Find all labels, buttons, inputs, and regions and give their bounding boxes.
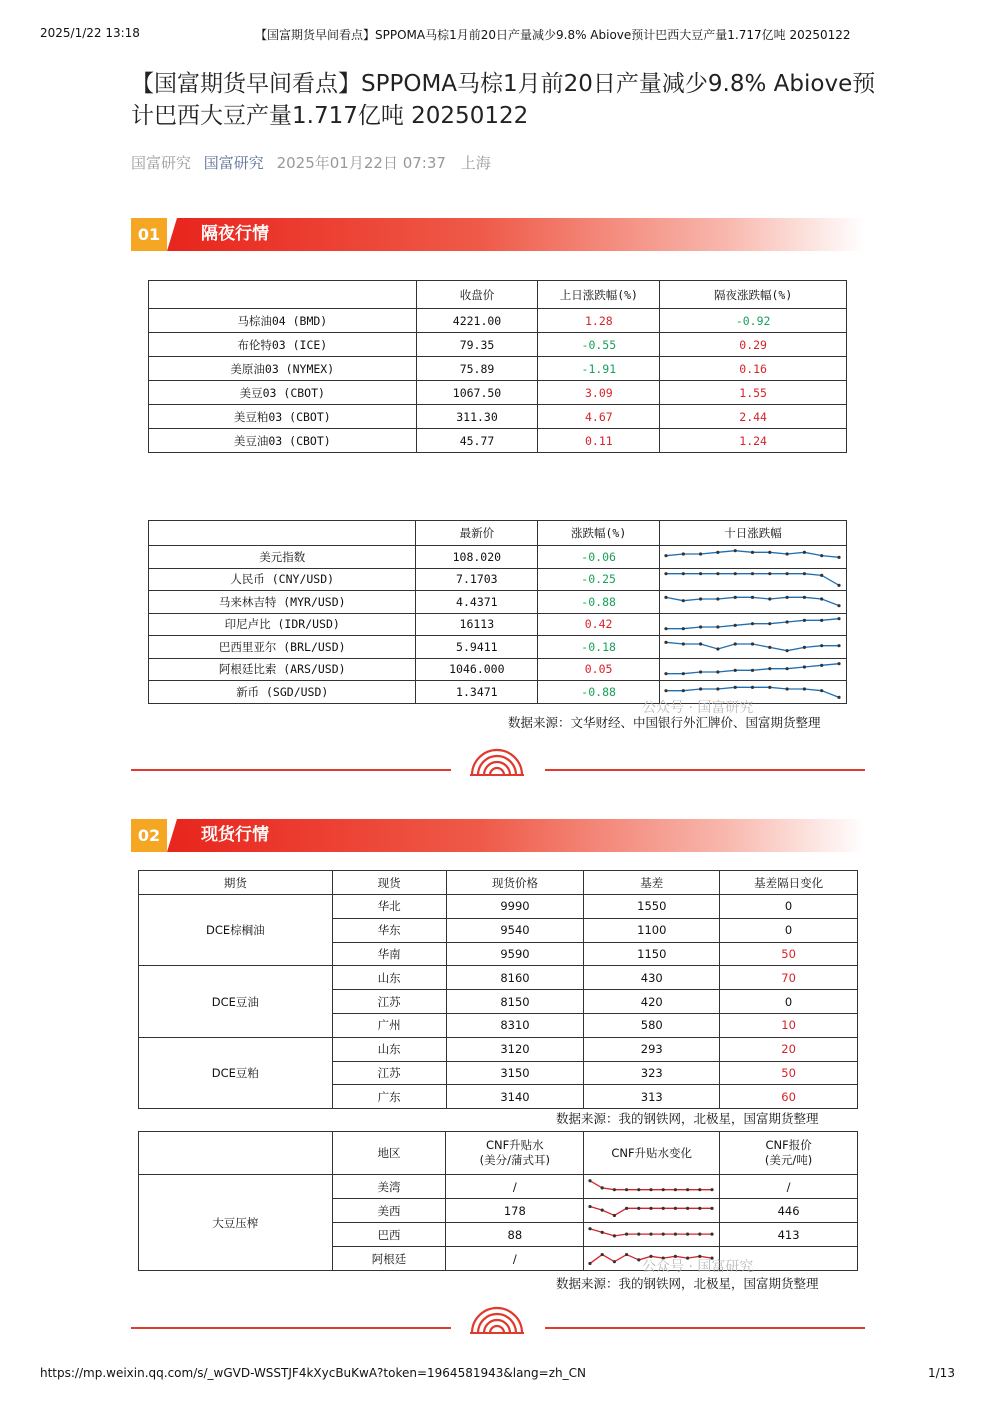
currency-name: 人民币 (CNY/USD) (149, 568, 416, 591)
cnf-change-sparkline (584, 1200, 718, 1222)
divider-left (131, 1327, 451, 1329)
latest-price: 5.9411 (416, 636, 538, 659)
trend-point (662, 1232, 665, 1235)
trend-point (716, 648, 719, 651)
sparkline-cell (659, 591, 846, 614)
change-pct: 0.05 (538, 658, 660, 681)
trend-point (613, 1213, 616, 1216)
futures-name: DCE豆油 (139, 966, 333, 1037)
trend-point (716, 572, 719, 575)
table-row (139, 1037, 858, 1061)
close-price: 4221.00 (416, 309, 538, 333)
trend-point (637, 1206, 640, 1209)
trend-point (699, 572, 702, 575)
futures-name: DCE棕榈油 (139, 895, 333, 966)
latest-price: 108.020 (416, 546, 538, 569)
trend-point (751, 572, 754, 575)
instrument-name: 美豆油03 (CBOT) (149, 429, 417, 453)
currency-name: 印尼卢比 (IDR/USD) (149, 613, 416, 636)
trend-point (803, 551, 806, 554)
table-row (149, 613, 847, 636)
sparkline-cell (659, 613, 846, 636)
sparkline-cell (584, 1175, 720, 1199)
spot-region: 华东 (332, 918, 446, 942)
col-header: 上日涨跌幅(%) (538, 281, 660, 309)
trend-point (768, 686, 771, 689)
instrument-name: 美豆粕03 (CBOT) (149, 405, 417, 429)
trend-point (601, 1230, 604, 1233)
spot-source: 数据来源：我的钢铁网，北极星，国富期货整理 (556, 1111, 819, 1126)
close-price: 75.89 (416, 357, 538, 381)
basis-change: 20 (720, 1037, 858, 1061)
instrument-name: 布伦特03 (ICE) (149, 333, 417, 357)
trend-point (613, 1234, 616, 1237)
trend-point (785, 688, 788, 691)
basis: 1150 (584, 942, 720, 966)
divider-left (131, 769, 451, 771)
close-price: 1067.50 (416, 381, 538, 405)
trend-point (837, 617, 840, 620)
ten-day-sparkline (660, 659, 845, 680)
watermark: 公众号 · 国富研究 (642, 700, 754, 716)
trend-point (820, 598, 823, 601)
trend-point (699, 553, 702, 556)
spot-region: 华南 (332, 942, 446, 966)
trend-point (716, 670, 719, 673)
spot-price: 8160 (446, 966, 584, 990)
trend-point (768, 646, 771, 649)
trend-point (589, 1227, 592, 1230)
cnf-table (138, 1131, 858, 1271)
trend-point (664, 627, 667, 630)
basis-change: 50 (720, 942, 858, 966)
cnf-change-sparkline (584, 1176, 718, 1198)
night-change: -0.92 (660, 309, 847, 333)
sparkline-cell (659, 658, 846, 681)
trend-point (589, 1179, 592, 1182)
basis-change: 60 (720, 1085, 858, 1109)
latest-price: 1046.000 (416, 658, 538, 681)
sparkline-cell (659, 546, 846, 569)
trend-point (751, 668, 754, 671)
basis-change: 0 (720, 990, 858, 1014)
change-pct: -0.06 (538, 546, 660, 569)
trend-point (785, 553, 788, 556)
table-row (149, 381, 847, 405)
trend-point (664, 596, 667, 599)
currency-name: 马来林吉特 (MYR/USD) (149, 591, 416, 614)
currency-name: 阿根廷比索 (ARS/USD) (149, 658, 416, 681)
publish-date: 2025年01月22日 07:37 (276, 154, 446, 172)
cnf-region: 巴西 (332, 1223, 446, 1247)
currency-name: 新币 (SGD/USD) (149, 681, 416, 704)
trend-point (751, 686, 754, 689)
trend-point (768, 667, 771, 670)
change-pct: 0.42 (538, 613, 660, 636)
article-meta (131, 152, 491, 173)
trend-line (666, 663, 839, 673)
trend-point (751, 551, 754, 554)
spot-price: 9540 (446, 918, 584, 942)
trend-line (666, 573, 839, 585)
sparkline-cell (659, 568, 846, 591)
prev-change: 3.09 (538, 381, 660, 405)
trend-point (664, 641, 667, 644)
col-header: 隔夜涨跌幅(%) (660, 281, 847, 309)
trend-point (664, 689, 667, 692)
sparkline-cell (659, 636, 846, 659)
spot-price: 8150 (446, 990, 584, 1014)
trend-point (613, 1188, 616, 1191)
cnf-premium: / (446, 1247, 584, 1271)
table-row (149, 333, 847, 357)
trend-point (664, 572, 667, 575)
trend-point (785, 649, 788, 652)
cnf-region: 美湾 (332, 1175, 446, 1199)
col-header (149, 521, 416, 546)
trend-point (650, 1232, 653, 1235)
trend-point (637, 1258, 640, 1261)
trend-point (625, 1188, 628, 1191)
table-row (149, 309, 847, 333)
crush-group: 大豆压榨 (139, 1175, 333, 1271)
trend-point (716, 598, 719, 601)
trend-point (682, 672, 685, 675)
change-pct: -0.18 (538, 636, 660, 659)
trend-point (803, 596, 806, 599)
trend-point (674, 1232, 677, 1235)
trend-point (682, 553, 685, 556)
trend-point (820, 663, 823, 666)
section-band (167, 218, 865, 251)
trend-point (682, 599, 685, 602)
seal-logo-icon (470, 1306, 524, 1334)
print-page-number: 1/13 (928, 1366, 955, 1380)
trend-point (650, 1206, 653, 1209)
trend-point (698, 1188, 701, 1191)
col-header: 收盘价 (416, 281, 538, 309)
night-change: 2.44 (660, 405, 847, 429)
spot-price: 3120 (446, 1037, 584, 1061)
trend-point (698, 1206, 701, 1209)
basis: 430 (584, 966, 720, 990)
spot-region: 山东 (332, 966, 446, 990)
night-change: 1.24 (660, 429, 847, 453)
basis: 293 (584, 1037, 720, 1061)
account-link[interactable]: 国富研究 (203, 154, 264, 172)
trend-point (711, 1232, 714, 1235)
spot-region: 广东 (332, 1085, 446, 1109)
section-number: 02 (131, 819, 167, 852)
cnf-premium: 88 (446, 1223, 584, 1247)
ten-day-sparkline (660, 591, 845, 612)
trend-point (699, 598, 702, 601)
trend-point (734, 643, 737, 646)
prev-change: 1.28 (538, 309, 660, 333)
close-price: 79.35 (416, 333, 538, 357)
col-header: 现货 (332, 871, 446, 895)
prev-change: -0.55 (538, 333, 660, 357)
sparkline-cell (584, 1223, 720, 1247)
trend-point (803, 688, 806, 691)
trend-point (734, 623, 737, 626)
instrument-name: 美原油03 (NYMEX) (149, 357, 417, 381)
trend-point (734, 686, 737, 689)
section-label: 现货行情 (201, 825, 269, 845)
cnf-quote: 413 (720, 1223, 858, 1247)
basis-change: 70 (720, 966, 858, 990)
trend-point (734, 572, 737, 575)
trend-point (803, 646, 806, 649)
basis: 580 (584, 1013, 720, 1037)
prev-change: -1.91 (538, 357, 660, 381)
col-header: 十日涨跌幅 (659, 521, 846, 546)
spot-price: 3140 (446, 1085, 584, 1109)
trend-point (820, 644, 823, 647)
trend-point (803, 618, 806, 621)
trend-point (674, 1188, 677, 1191)
cnf-quote: / (720, 1175, 858, 1199)
table-row (149, 429, 847, 453)
trend-point (711, 1188, 714, 1191)
night-change: 0.29 (660, 333, 847, 357)
section-label: 隔夜行情 (201, 224, 269, 244)
trend-point (768, 622, 771, 625)
section-band (167, 819, 865, 852)
trend-point (785, 572, 788, 575)
table-row (149, 546, 847, 569)
trend-point (664, 554, 667, 557)
col-header (149, 281, 417, 309)
trend-point (820, 573, 823, 576)
cnf-premium: / (446, 1175, 584, 1199)
trend-point (699, 625, 702, 628)
trend-point (837, 604, 840, 607)
trend-point (837, 662, 840, 665)
prev-change: 0.11 (538, 429, 660, 453)
trend-point (589, 1261, 592, 1264)
currency-name: 巴西里亚尔 (BRL/USD) (149, 636, 416, 659)
trend-point (716, 551, 719, 554)
col-header: CNF升贴水 (美分/蒲式耳) (446, 1132, 584, 1175)
trend-point (625, 1232, 628, 1235)
trend-point (716, 688, 719, 691)
spot-price: 3150 (446, 1061, 584, 1085)
ten-day-sparkline (660, 636, 845, 657)
cnf-region: 阿根廷 (332, 1247, 446, 1271)
trend-point (601, 1252, 604, 1255)
col-header: 期货 (139, 871, 333, 895)
spot-price: 8310 (446, 1013, 584, 1037)
overnight-table (148, 280, 847, 453)
change-pct: -0.88 (538, 591, 660, 614)
trend-point (734, 596, 737, 599)
trend-point (625, 1252, 628, 1255)
trend-point (699, 670, 702, 673)
watermark: 公众号 · 国富研究 (642, 1259, 754, 1275)
table-row (149, 405, 847, 429)
cnf-source: 数据来源：我的钢铁网，北极星，国富期货整理 (556, 1276, 819, 1291)
section-number: 01 (131, 218, 167, 251)
spot-region: 广州 (332, 1013, 446, 1037)
trend-point (637, 1232, 640, 1235)
trend-point (674, 1206, 677, 1209)
trend-point (820, 618, 823, 621)
col-header: 最新价 (416, 521, 538, 546)
trend-point (698, 1232, 701, 1235)
change-pct: -0.25 (538, 568, 660, 591)
close-price: 311.30 (416, 405, 538, 429)
trend-point (637, 1188, 640, 1191)
divider-right (545, 1327, 865, 1329)
night-change: 1.55 (660, 381, 847, 405)
cnf-premium: 178 (446, 1199, 584, 1223)
table-row (149, 357, 847, 381)
trend-point (662, 1188, 665, 1191)
table-row (149, 658, 847, 681)
trend-point (751, 596, 754, 599)
trend-point (785, 620, 788, 623)
trend-point (837, 583, 840, 586)
trend-point (768, 572, 771, 575)
trend-point (664, 672, 667, 675)
ten-day-sparkline (660, 569, 845, 590)
table-row (139, 895, 858, 919)
trend-point (662, 1206, 665, 1209)
article-title: 【国富期货早间看点】SPPOMA马棕1月前20日产量减少9.8% Abiove预计巴西大豆产量1.717亿吨 20250122 (131, 71, 876, 129)
trend-point (820, 554, 823, 557)
spot-table (138, 870, 858, 1109)
trend-point (625, 1206, 628, 1209)
trend-point (751, 643, 754, 646)
col-header: 涨跌幅(%) (538, 521, 660, 546)
latest-price: 7.1703 (416, 568, 538, 591)
basis-change: 50 (720, 1061, 858, 1085)
basis: 1550 (584, 895, 720, 919)
trend-point (768, 551, 771, 554)
basis: 420 (584, 990, 720, 1014)
section-header-overnight (131, 218, 865, 251)
latest-price: 1.3471 (416, 681, 538, 704)
table-row (139, 966, 858, 990)
divider-right (545, 769, 865, 771)
col-header: CNF报价 (美元/吨) (720, 1132, 858, 1175)
prev-change: 4.67 (538, 405, 660, 429)
article-author: 国富研究 (131, 154, 192, 172)
trend-point (699, 688, 702, 691)
trend-point (820, 689, 823, 692)
col-header: 现货价格 (446, 871, 584, 895)
close-price: 45.77 (416, 429, 538, 453)
trend-point (686, 1206, 689, 1209)
trend-point (785, 596, 788, 599)
spot-region: 江苏 (332, 990, 446, 1014)
trend-point (699, 643, 702, 646)
sparkline-cell (584, 1199, 720, 1223)
publish-location: 上海 (460, 154, 491, 172)
trend-point (650, 1188, 653, 1191)
trend-point (686, 1232, 689, 1235)
col-header: 地区 (332, 1132, 446, 1175)
spot-region: 江苏 (332, 1061, 446, 1085)
trend-point (768, 598, 771, 601)
trend-point (613, 1260, 616, 1263)
spot-price: 9990 (446, 895, 584, 919)
latest-price: 16113 (416, 613, 538, 636)
trend-point (601, 1208, 604, 1211)
change-pct: -0.88 (538, 681, 660, 704)
trend-point (837, 696, 840, 699)
trend-point (751, 622, 754, 625)
trend-point (716, 625, 719, 628)
trend-point (803, 665, 806, 668)
cnf-change-sparkline (584, 1224, 718, 1246)
trend-point (711, 1206, 714, 1209)
fx-table (148, 520, 847, 704)
basis: 1100 (584, 918, 720, 942)
trend-point (682, 689, 685, 692)
trend-point (785, 667, 788, 670)
spot-region: 华北 (332, 895, 446, 919)
print-url[interactable]: https://mp.weixin.qq.com/s/_wGVD-WSSTJF4kXycBuKwA?token=1964581943&lang=zh_CN (40, 1366, 586, 1380)
table-row (149, 568, 847, 591)
trend-point (686, 1188, 689, 1191)
trend-point (682, 643, 685, 646)
basis: 323 (584, 1061, 720, 1085)
trend-point (734, 668, 737, 671)
table-row (149, 636, 847, 659)
currency-name: 美元指数 (149, 546, 416, 569)
col-header: 基差 (584, 871, 720, 895)
trend-point (734, 549, 737, 552)
seal-logo-icon (470, 748, 524, 776)
cnf-quote: 446 (720, 1199, 858, 1223)
print-tab-title: 【国富期货早间看点】SPPOMA马棕1月前20日产量减少9.8% Abiove预计巴西大豆产量1.717亿吨 20250122 (255, 28, 851, 42)
cnf-region: 美西 (332, 1199, 446, 1223)
instrument-name: 美豆03 (CBOT) (149, 381, 417, 405)
basis-change: 0 (720, 918, 858, 942)
futures-name: DCE豆粕 (139, 1037, 333, 1108)
trend-point (837, 556, 840, 559)
col-header: CNF升贴水变化 (584, 1132, 720, 1175)
col-header (139, 1132, 333, 1175)
spot-region: 山东 (332, 1037, 446, 1061)
basis-change: 0 (720, 895, 858, 919)
basis-change: 10 (720, 1013, 858, 1037)
table-row (139, 1175, 858, 1199)
ten-day-sparkline (660, 614, 845, 635)
night-change: 0.16 (660, 357, 847, 381)
trend-point (803, 572, 806, 575)
fx-source: 数据来源：文华财经、中国银行外汇牌价、国富期货整理 (508, 715, 821, 730)
trend-point (837, 644, 840, 647)
ten-day-sparkline (660, 546, 845, 567)
table-row (149, 591, 847, 614)
trend-point (589, 1204, 592, 1207)
latest-price: 4.4371 (416, 591, 538, 614)
basis: 313 (584, 1085, 720, 1109)
spot-price: 9590 (446, 942, 584, 966)
instrument-name: 马棕油04 (BMD) (149, 309, 417, 333)
trend-point (682, 627, 685, 630)
print-datetime: 2025/1/22 13:18 (40, 26, 140, 40)
trend-point (682, 572, 685, 575)
trend-point (601, 1186, 604, 1189)
col-header: 基差隔日变化 (720, 871, 858, 895)
section-header-spot (131, 819, 865, 852)
